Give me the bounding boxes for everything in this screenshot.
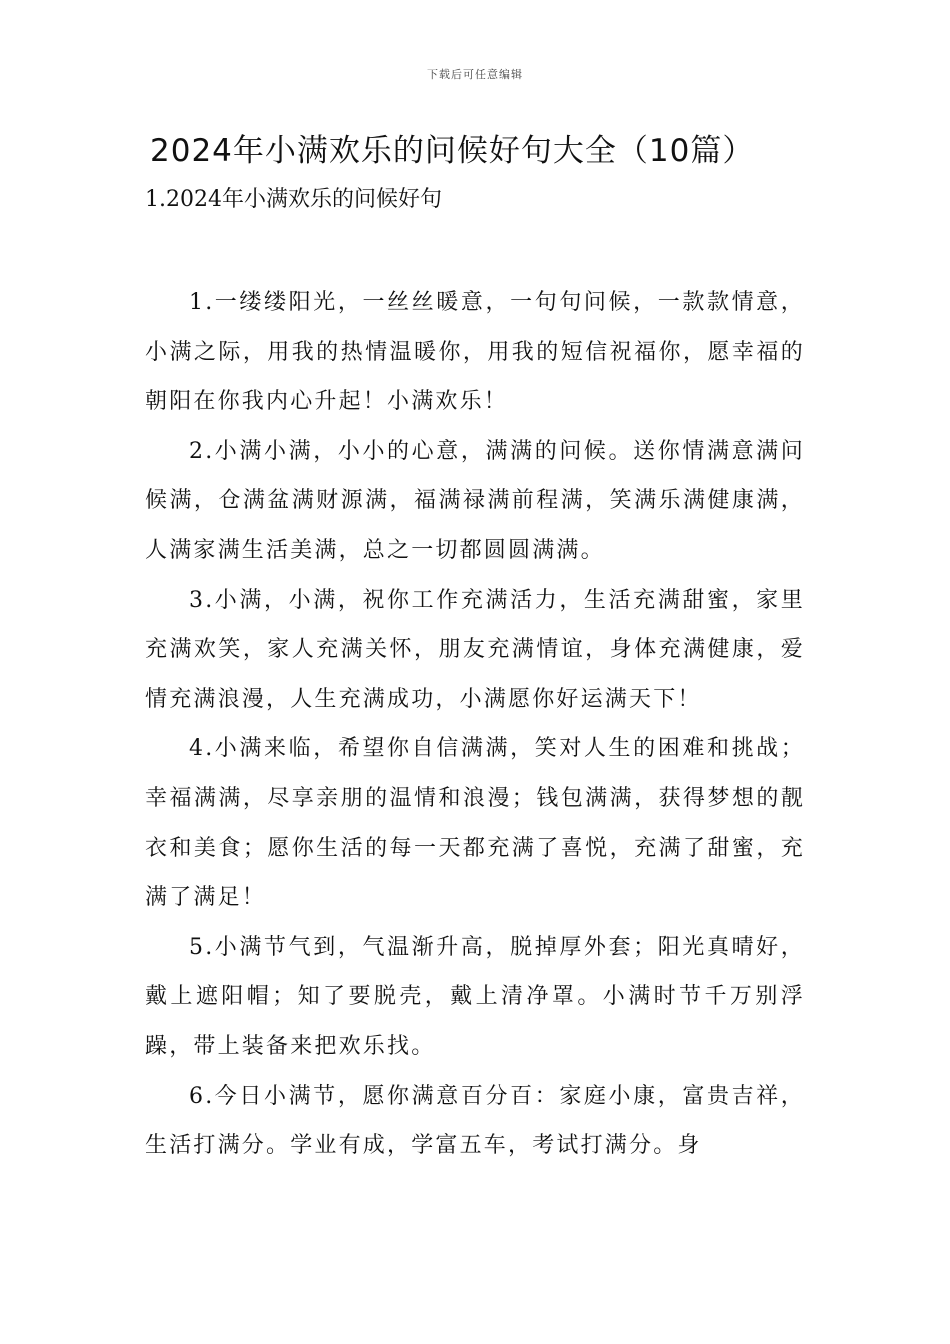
paragraph-2: 2.小满小满，小小的心意，满满的问候。送你情满意满问候满，仓满盆满财源满，福满禄满前程满，笑满乐满健康满，人满家满生活美满，总之一切都圆圆满满。 — [145, 438, 805, 563]
body-text — [145, 278, 805, 1171]
header-note: 下载后可任意编辑 — [427, 68, 523, 81]
paragraph-5: 5.小满节气到，气温渐升高，脱掉厚外套；阳光真晴好，戴上遮阳帽；知了要脱壳，戴上清净罩。小满时节千万别浮躁，带上装备来把欢乐找。 — [145, 934, 805, 1059]
section-heading: 1.2024年小满欢乐的问候好句 — [145, 187, 442, 212]
paragraph-4: 4.小满来临，希望你自信满满，笑对人生的困难和挑战；幸福满满，尽享亲朋的温情和浪漫；钱包满满，获得梦想的靓衣和美食；愿你生活的每一天都充满了喜悦，充满了甜蜜，充满了满足！ — [145, 736, 805, 911]
page-title: 2024年小满欢乐的问候好句大全（10篇） — [150, 133, 755, 169]
paragraph-6: 6.今日小满节，愿你满意百分百：家庭小康，富贵吉祥，生活打满分。学业有成，学富五车，考试打满分。身 — [145, 1083, 805, 1159]
paragraph-3: 3.小满，小满，祝你工作充满活力，生活充满甜蜜，家里充满欢笑，家人充满关怀，朋友充满情谊，身体充满健康，爱情充满浪漫，人生充满成功，小满愿你好运满天下！ — [145, 587, 805, 712]
paragraph-1: 1.一缕缕阳光，一丝丝暖意，一句句问候，一款款情意，小满之际，用我的热情温暖你，用我的短信祝福你，愿幸福的朝阳在你我内心升起！小满欢乐！ — [145, 290, 805, 415]
